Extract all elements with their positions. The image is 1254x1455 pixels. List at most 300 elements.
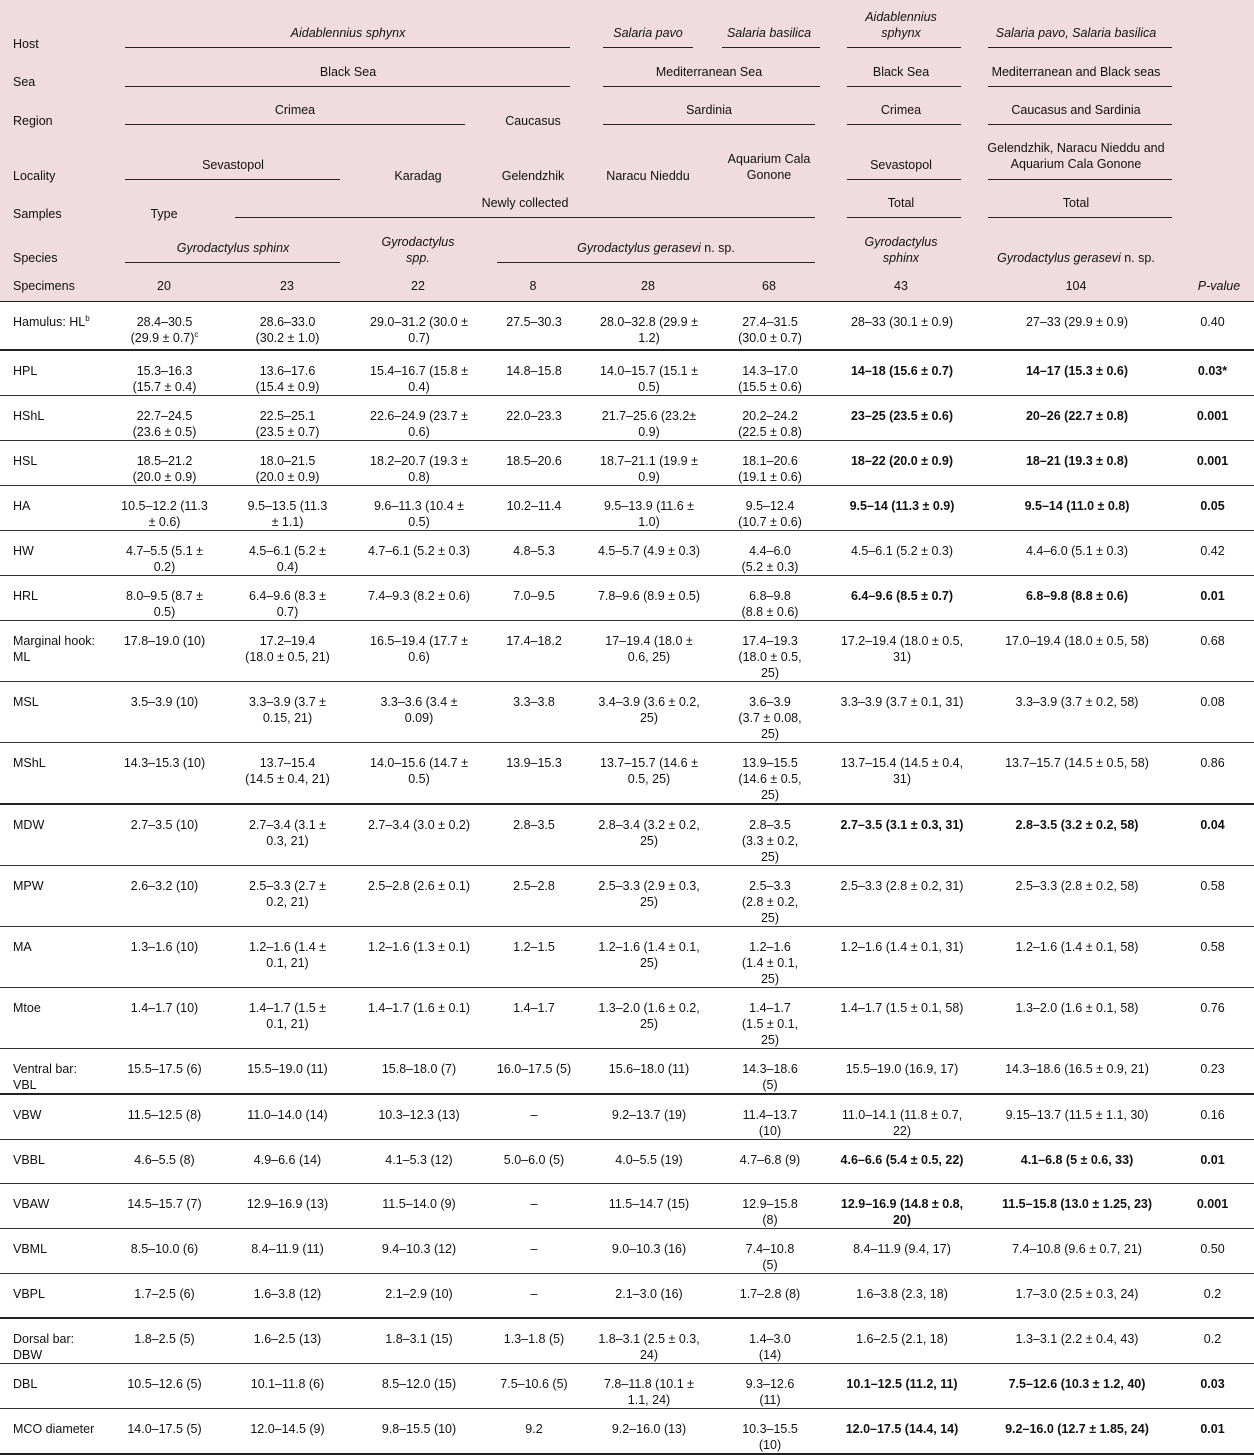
value-cell: 1.4–1.7 (1.5 ± 0.1, 21) [226,988,349,1049]
value-cell: 21.7–25.6 (23.2± 0.9) [579,396,719,441]
region-caucasus-sardinia: Caucasus and Sardinia [1011,103,1141,117]
value-cell: 14.0–15.7 (15.1 ± 0.5) [579,350,719,396]
row-label: Mtoe [0,988,103,1049]
value-cell: 3.3–3.9 (3.7 ± 0.2, 58) [983,682,1171,743]
value-cell: 11.0–14.1 (11.8 ± 0.7, 22) [821,1094,983,1140]
table-row [0,1363,1254,1408]
value-cell: 12.0–17.5 (14.4, 14) [821,1408,983,1454]
value-cell: 1.2–1.6 (1.4 ± 0.1, 31) [821,927,983,988]
value-cell: 9.2 [489,1408,579,1454]
value-cell: 2.6–3.2 (10) [103,866,226,927]
value-cell: 12.9–16.9 (14.8 ± 0.8, 20) [821,1184,983,1229]
pvalue-cell: 0.05 [1171,486,1254,531]
header-rule [988,47,1172,48]
row-label-region: Region [13,114,53,128]
value-cell: 11.5–15.8 (13.0 ± 1.25, 23) [983,1184,1171,1229]
value-cell: 1.2–1.6 (1.3 ± 0.1) [349,927,489,988]
specimens-count: 104 [1065,279,1087,293]
value-cell: 7.4–10.8 (5) [719,1229,821,1274]
value-cell: 4.0–5.5 (19) [579,1140,719,1184]
pvalue-cell: 0.04 [1171,804,1254,866]
value-cell: 4.9–6.6 (14) [226,1140,349,1184]
value-cell: 5.0–6.0 (5) [489,1140,579,1184]
header-rule [125,47,570,48]
value-cell: 2.5–2.8 (2.6 ± 0.1) [349,866,489,927]
value-cell: 17.0–19.4 (18.0 ± 0.5, 58) [983,621,1171,682]
sea-both: Mediterranean and Black seas [991,65,1161,79]
value-cell: 2.7–3.4 (3.0 ± 0.2) [349,804,489,866]
specimens-count: 23 [280,279,294,293]
header-rule [125,124,465,125]
value-cell: 4.7–6.1 (5.2 ± 0.3) [349,531,489,576]
host-aidablennius: Aidablennius sphynx [290,26,406,40]
locality-combined: Gelendzhik, Naracu Nieddu and Aquarium Cala Gonone [987,141,1165,171]
value-cell: 11.4–13.7 (10) [719,1094,821,1140]
value-cell: 20.2–24.2 (22.5 ± 0.8) [719,396,821,441]
value-cell: 7.4–10.8 (9.6 ± 0.7, 21) [983,1229,1171,1274]
value-cell: 6.4–9.6 (8.5 ± 0.7) [821,576,983,621]
value-cell: 1.6–2.5 (2.1, 18) [821,1318,983,1364]
value-cell: 4.4–6.0 (5.1 ± 0.3) [983,531,1171,576]
header-rule [125,179,340,180]
value-cell: 1.3–2.0 (1.6 ± 0.1, 58) [983,988,1171,1049]
value-cell: 1.2–1.5 [489,927,579,988]
value-cell: 22.6–24.9 (23.7 ± 0.6) [349,396,489,441]
value-cell: 13.7–15.4 (14.5 ± 0.4, 31) [821,743,983,805]
row-label: DBL [0,1363,103,1408]
row-label: MA [0,927,103,988]
value-cell: 6.8–9.8 (8.8 ± 0.6) [983,576,1171,621]
value-cell: 1.6–3.8 (12) [226,1274,349,1318]
value-cell: 4.1–5.3 (12) [349,1140,489,1184]
value-cell: 4.5–6.1 (5.2 ± 0.3) [821,531,983,576]
value-cell: 4.1–6.8 (5 ± 0.6, 33) [983,1140,1171,1184]
value-cell: 2.5–3.3 (2.8 ± 0.2, 25) [719,866,821,927]
value-cell: 7.4–9.3 (8.2 ± 0.6) [349,576,489,621]
row-label: HShL [0,396,103,441]
value-cell: 1.3–3.1 (2.2 ± 0.4, 43) [983,1318,1171,1364]
value-cell: 13.7–15.7 (14.6 ± 0.5, 25) [579,743,719,805]
header-bottom-rule [0,301,1254,302]
header-rule [988,217,1172,218]
pvalue-cell: 0.40 [1200,315,1225,329]
value-cell: 7.5–10.6 (5) [489,1363,579,1408]
value-cell: 11.0–14.0 (14) [226,1094,349,1140]
row-label: VBAW [0,1184,103,1229]
table-row [0,927,1254,988]
value-cell: 3.3–3.6 (3.4 ± 0.09) [349,682,489,743]
value-cell: 1.3–1.6 (10) [103,927,226,988]
row-label: MDW [0,804,103,866]
value-cell: 2.8–3.4 (3.2 ± 0.2, 25) [579,804,719,866]
header-rule [988,124,1172,125]
header-rule [125,86,570,87]
species-sphinx: Gyrodactylus sphinx [176,241,290,255]
header-rule [235,217,815,218]
value-cell: 14.3–18.6 (5) [719,1049,821,1095]
value-cell: 18–21 (19.3 ± 0.8) [983,441,1171,486]
row-label-locality: Locality [13,169,56,183]
pvalue-cell: 0.16 [1171,1094,1254,1140]
value-cell: 2.5–3.3 (2.8 ± 0.2, 31) [821,866,983,927]
value-cell: – [489,1274,579,1318]
pvalue-cell: 0.01 [1171,1408,1254,1454]
pvalue-cell: 0.08 [1171,682,1254,743]
table-row [0,302,1254,350]
value-cell: 9.4–10.3 (12) [349,1229,489,1274]
row-label-sea: Sea [13,75,36,89]
value-cell: 9.3–12.6 (11) [719,1363,821,1408]
value-cell: 4.7–5.5 (5.1 ± 0.2) [103,531,226,576]
value-cell: 4.6–5.5 (8) [103,1140,226,1184]
table-row [0,396,1254,441]
value-cell: 18.1–20.6 (19.1 ± 0.6) [719,441,821,486]
locality-aquarium: Aquarium Cala Gonone [727,152,811,182]
specimens-count: 22 [411,279,425,293]
value-cell: 14.0–15.6 (14.7 ± 0.5) [349,743,489,805]
value-cell: 3.4–3.9 (3.6 ± 0.2, 25) [579,682,719,743]
value-cell: 4.6–6.6 (5.4 ± 0.5, 22) [821,1140,983,1184]
pvalue-cell: 0.58 [1171,866,1254,927]
value-cell: 18–22 (20.0 ± 0.9) [821,441,983,486]
value-cell: 14.3–18.6 (16.5 ± 0.9, 21) [983,1049,1171,1095]
value-cell: 2.8–3.5 (3.2 ± 0.2, 58) [983,804,1171,866]
table-row [0,486,1254,531]
value-cell: 14–18 (15.6 ± 0.7) [821,350,983,396]
value-cell: 1.7–2.5 (6) [103,1274,226,1318]
host-aidablennius-total: Aidablennius sphynx [865,10,937,40]
value-cell: 6.8–9.8 (8.8 ± 0.6) [719,576,821,621]
value-cell: 8.4–11.9 (9.4, 17) [821,1229,983,1274]
value-cell: 1.8–3.1 (15) [349,1318,489,1364]
value-cell: – [489,1229,579,1274]
pvalue-cell: 0.42 [1171,531,1254,576]
value-cell: 9.0–10.3 (16) [579,1229,719,1274]
header-rule [722,47,820,48]
pvalue-cell: 0.001 [1171,1184,1254,1229]
value-cell: 2.7–3.5 (3.1 ± 0.3, 31) [821,804,983,866]
specimens-count: 20 [157,279,171,293]
header-rule [847,179,961,180]
value-cell: 9.6–11.3 (10.4 ± 0.5) [349,486,489,531]
value-cell: 22.0–23.3 [489,396,579,441]
row-label: MCO diameter [0,1408,103,1454]
value-cell: 16.5–19.4 (17.7 ± 0.6) [349,621,489,682]
species-gerasevi-total: Gyrodactylus gerasevi n. sp. [997,251,1155,265]
table-row [0,531,1254,576]
value-cell: 2.5–3.3 (2.7 ± 0.2, 21) [226,866,349,927]
region-sardinia: Sardinia [686,103,732,117]
value-cell: 10.2–11.4 [489,486,579,531]
value-cell: 15.5–19.0 (16.9, 17) [821,1049,983,1095]
pvalue-cell: 0.001 [1171,441,1254,486]
value-cell: 1.4–1.7 [489,988,579,1049]
value-cell: 18.0–21.5 (20.0 ± 0.9) [226,441,349,486]
value-cell: 16.0–17.5 (5) [489,1049,579,1095]
header-rule [125,262,340,263]
value-cell: 13.9–15.5 (14.6 ± 0.5, 25) [719,743,821,805]
table-row [0,682,1254,743]
value-cell: 27–33 (29.9 ± 0.9) [1025,315,1129,329]
value-cell: 28.0–32.8 (29.9 ± 1.2) [600,315,698,345]
value-cell: 12.9–16.9 (13) [226,1184,349,1229]
pvalue-cell: 0.2 [1171,1318,1254,1364]
pvalue-cell: 0.001 [1171,396,1254,441]
value-cell: 2.7–3.4 (3.1 ± 0.3, 21) [226,804,349,866]
value-cell: 7.8–11.8 (10.1 ± 1.1, 24) [579,1363,719,1408]
value-cell: 7.5–12.6 (10.3 ± 1.2, 40) [983,1363,1171,1408]
value-cell: 3.3–3.8 [489,682,579,743]
pvalue-cell: 0.68 [1171,621,1254,682]
locality-naracu-nieddu: Naracu Nieddu [606,169,690,183]
row-label: MPW [0,866,103,927]
sea-mediterranean: Mediterranean Sea [655,65,763,79]
value-cell: 15.3–16.3 (15.7 ± 0.4) [103,350,226,396]
table-row [0,743,1254,805]
value-cell: 1.7–2.8 (8) [719,1274,821,1318]
region-caucasus: Caucasus [505,114,561,128]
pvalue-cell: 0.50 [1171,1229,1254,1274]
value-cell: 4.4–6.0 (5.2 ± 0.3) [719,531,821,576]
value-cell: – [489,1094,579,1140]
value-cell: 22.7–24.5 (23.6 ± 0.5) [103,396,226,441]
pvalue-cell: 0.58 [1171,927,1254,988]
value-cell: 14.8–15.8 [489,350,579,396]
locality-gelendzhik: Gelendzhik [501,169,565,183]
value-cell: 9.5–13.9 (11.6 ± 1.0) [579,486,719,531]
pvalue-cell: 0.23 [1171,1049,1254,1095]
value-cell: 1.4–3.0 (14) [719,1318,821,1364]
value-cell: 10.5–12.2 (11.3 ± 0.6) [103,486,226,531]
row-label: VBBL [0,1140,103,1184]
value-cell: 14.3–17.0 (15.5 ± 0.6) [719,350,821,396]
header-rule [847,86,961,87]
value-cell: 27.4–31.5 (30.0 ± 0.7) [738,315,802,345]
pvalue-cell: 0.86 [1171,743,1254,805]
pvalue-cell: 0.03 [1171,1363,1254,1408]
row-label-species: Species [13,251,58,265]
table-row [0,988,1254,1049]
row-label: HW [0,531,103,576]
table-row [0,1318,1254,1364]
table-row [0,1140,1254,1184]
table-row [0,1229,1254,1274]
value-cell: 1.4–1.7 (1.5 ± 0.1, 58) [821,988,983,1049]
value-cell: 18.7–21.1 (19.9 ± 0.9) [579,441,719,486]
value-cell: 10.1–11.8 (6) [226,1363,349,1408]
value-cell: 2.7–3.5 (10) [103,804,226,866]
pvalue-header: P-value [1197,279,1241,293]
value-cell: 11.5–14.7 (15) [579,1184,719,1229]
value-cell: 8.0–9.5 (8.7 ± 0.5) [103,576,226,621]
locality-karadag: Karadag [394,169,442,183]
header-rule [847,217,961,218]
species-spp: Gyrodactylus spp. [381,235,455,265]
row-label: Hamulus: $HL^b$ [13,313,90,329]
value-cell: 17.2–19.4 (18.0 ± 0.5, 21) [226,621,349,682]
table-row [0,441,1254,486]
value-cell: 15.4–16.7 (15.8 ± 0.4) [349,350,489,396]
value-cell: 9.5–14 (11.0 ± 0.8) [983,486,1171,531]
value-cell: 3.5–3.9 (10) [103,682,226,743]
table-row [0,621,1254,682]
sea-black: Black Sea [319,65,377,79]
value-cell: 8.5–12.0 (15) [349,1363,489,1408]
specimens-count: 8 [529,279,537,293]
value-cell: 13.9–15.3 [489,743,579,805]
value-cell: 3.3–3.9 (3.7 ± 0.15, 21) [226,682,349,743]
row-label-host: Host [13,37,39,51]
value-cell: 9.5–13.5 (11.3 ± 1.1) [226,486,349,531]
row-label: Ventral bar: VBL [0,1049,103,1095]
samples-total-gerasevi: Total [1062,196,1090,210]
header-rule [988,86,1172,87]
header-rule [847,47,961,48]
value-cell: 9.2–16.0 (12.7 ± 1.85, 24) [983,1408,1171,1454]
table-row [0,804,1254,866]
value-cell: 7.8–9.6 (8.9 ± 0.5) [579,576,719,621]
row-label: HA [0,486,103,531]
value-cell: 15.8–18.0 (7) [349,1049,489,1095]
specimens-count: 68 [762,279,776,293]
value-cell: 3.3–3.9 (3.7 ± 0.1, 31) [821,682,983,743]
samples-type: Type [150,207,178,221]
row-label: HRL [0,576,103,621]
value-cell: 2.5–3.3 (2.9 ± 0.3, 25) [579,866,719,927]
value-cell: 1.2–1.6 (1.4 ± 0.1, 25) [719,927,821,988]
sea-black-total: Black Sea [872,65,930,79]
value-cell: 1.4–1.7 (10) [103,988,226,1049]
value-cell: 12.9–15.8 (8) [719,1184,821,1229]
value-cell: 20–26 (22.7 ± 0.8) [983,396,1171,441]
row-label: MSL [0,682,103,743]
table-row [0,1094,1254,1140]
pvalue-cell: 0.01 [1171,1140,1254,1184]
value-cell: 17.4–19.3 (18.0 ± 0.5, 25) [719,621,821,682]
value-cell: 28–33 (30.1 ± 0.9) [850,315,954,329]
value-cell: 15.5–17.5 (6) [103,1049,226,1095]
value-cell: 18.5–21.2 (20.0 ± 0.9) [103,441,226,486]
value-cell: 9.2–16.0 (13) [579,1408,719,1454]
specimens-count: 28 [641,279,655,293]
header-rule [603,86,820,87]
locality-sevastopol: Sevastopol [202,158,264,172]
value-cell: 13.7–15.4 (14.5 ± 0.4, 21) [226,743,349,805]
value-cell: 4.5–5.7 (4.9 ± 0.3) [579,531,719,576]
row-label: Marginal hook: ML [0,621,103,682]
value-cell: 9.5–14 (11.3 ± 0.9) [821,486,983,531]
value-cell: 1.8–3.1 (2.5 ± 0.3, 24) [579,1318,719,1364]
value-cell: 1.4–1.7 (1.5 ± 0.1, 25) [719,988,821,1049]
row-label: Dorsal bar: DBW [0,1318,103,1364]
value-cell: 9.5–12.4 (10.7 ± 0.6) [719,486,821,531]
species-gerasevi: Gyrodactylus gerasevi n. sp. [577,241,735,255]
value-cell: 2.5–3.3 (2.8 ± 0.2, 58) [983,866,1171,927]
value-cell: 1.2–1.6 (1.4 ± 0.1, 25) [579,927,719,988]
host-salaria-total: Salaria pavo, Salaria basilica [995,26,1157,40]
value-cell: 1.6–3.8 (2.3, 18) [821,1274,983,1318]
value-cell: 10.3–12.3 (13) [349,1094,489,1140]
value-cell: 1.2–1.6 (1.4 ± 0.1, 21) [226,927,349,988]
value-cell: 1.2–1.6 (1.4 ± 0.1, 58) [983,927,1171,988]
value-cell: 2.1–2.9 (10) [349,1274,489,1318]
specimens-count: 43 [894,279,908,293]
value-cell: 8.5–10.0 (6) [103,1229,226,1274]
value-cell: 7.0–9.5 [489,576,579,621]
measurements-table [0,302,1254,1455]
header-rule [847,124,961,125]
row-label: HPL [0,350,103,396]
table-row [0,350,1254,396]
pvalue-cell: 0.01 [1171,576,1254,621]
value-cell: 17–19.4 (18.0 ± 0.6, 25) [579,621,719,682]
value-cell: 1.8–2.5 (5) [103,1318,226,1364]
pvalue-cell: 0.2 [1171,1274,1254,1318]
header-rule [988,179,1172,180]
value-cell: 9.8–15.5 (10) [349,1408,489,1454]
row-label: MShL [0,743,103,805]
value-cell: 1.4–1.7 (1.6 ± 0.1) [349,988,489,1049]
header-rule [603,124,815,125]
table-row [0,1184,1254,1229]
value-cell: 13.7–15.7 (14.5 ± 0.5, 58) [983,743,1171,805]
value-cell: – [489,1184,579,1229]
row-label-samples: Samples [13,207,62,221]
value-cell: 4.7–6.8 (9) [719,1140,821,1184]
value-cell: 2.1–3.0 (16) [579,1274,719,1318]
value-cell: 27.5–30.3 [506,315,562,329]
region-crimea-total: Crimea [880,103,922,117]
table-row [0,1274,1254,1318]
region-crimea: Crimea [274,103,316,117]
value-cell: 13.6–17.6 (15.4 ± 0.9) [226,350,349,396]
value-cell: 10.5–12.6 (5) [103,1363,226,1408]
value-cell: 9.2–13.7 (19) [579,1094,719,1140]
value-cell: 1.3–1.8 (5) [489,1318,579,1364]
value-cell: 14.3–15.3 (10) [103,743,226,805]
value-cell: 15.5–19.0 (11) [226,1049,349,1095]
value-cell: 23–25 (23.5 ± 0.6) [821,396,983,441]
row-label: VBW [0,1094,103,1140]
row-label-specimens: Specimens [13,279,75,293]
value-cell: 8.4–11.9 (11) [226,1229,349,1274]
value-cell: 28.4–30.5 $(29.9 \pm 0.7)^c$ [130,315,199,345]
value-cell: 3.6–3.9 (3.7 ± 0.08, 25) [719,682,821,743]
species-sphinx-total: Gyrodactylus sphinx [864,235,938,265]
row-label: VBPL [0,1274,103,1318]
row-label: VBML [0,1229,103,1274]
value-cell: 18.2–20.7 (19.3 ± 0.8) [349,441,489,486]
value-cell: 4.8–5.3 [489,531,579,576]
value-cell: 2.8–3.5 [489,804,579,866]
locality-sevastopol-total: Sevastopol [870,158,932,172]
value-cell: 17.4–18.2 [489,621,579,682]
value-cell: 6.4–9.6 (8.3 ± 0.7) [226,576,349,621]
value-cell: 2.8–3.5 (3.3 ± 0.2, 25) [719,804,821,866]
header-rule [603,47,693,48]
value-cell: 1.7–3.0 (2.5 ± 0.3, 24) [983,1274,1171,1318]
value-cell: 17.2–19.4 (18.0 ± 0.5, 31) [821,621,983,682]
table-header [0,0,1254,302]
table-row [0,1049,1254,1095]
value-cell: 2.5–2.8 [489,866,579,927]
value-cell: 22.5–25.1 (23.5 ± 0.7) [226,396,349,441]
samples-newly-collected: Newly collected [481,196,569,210]
header-rule [497,262,815,263]
row-label: HSL [0,441,103,486]
table-row [0,1408,1254,1454]
value-cell: 12.0–14.5 (9) [226,1408,349,1454]
